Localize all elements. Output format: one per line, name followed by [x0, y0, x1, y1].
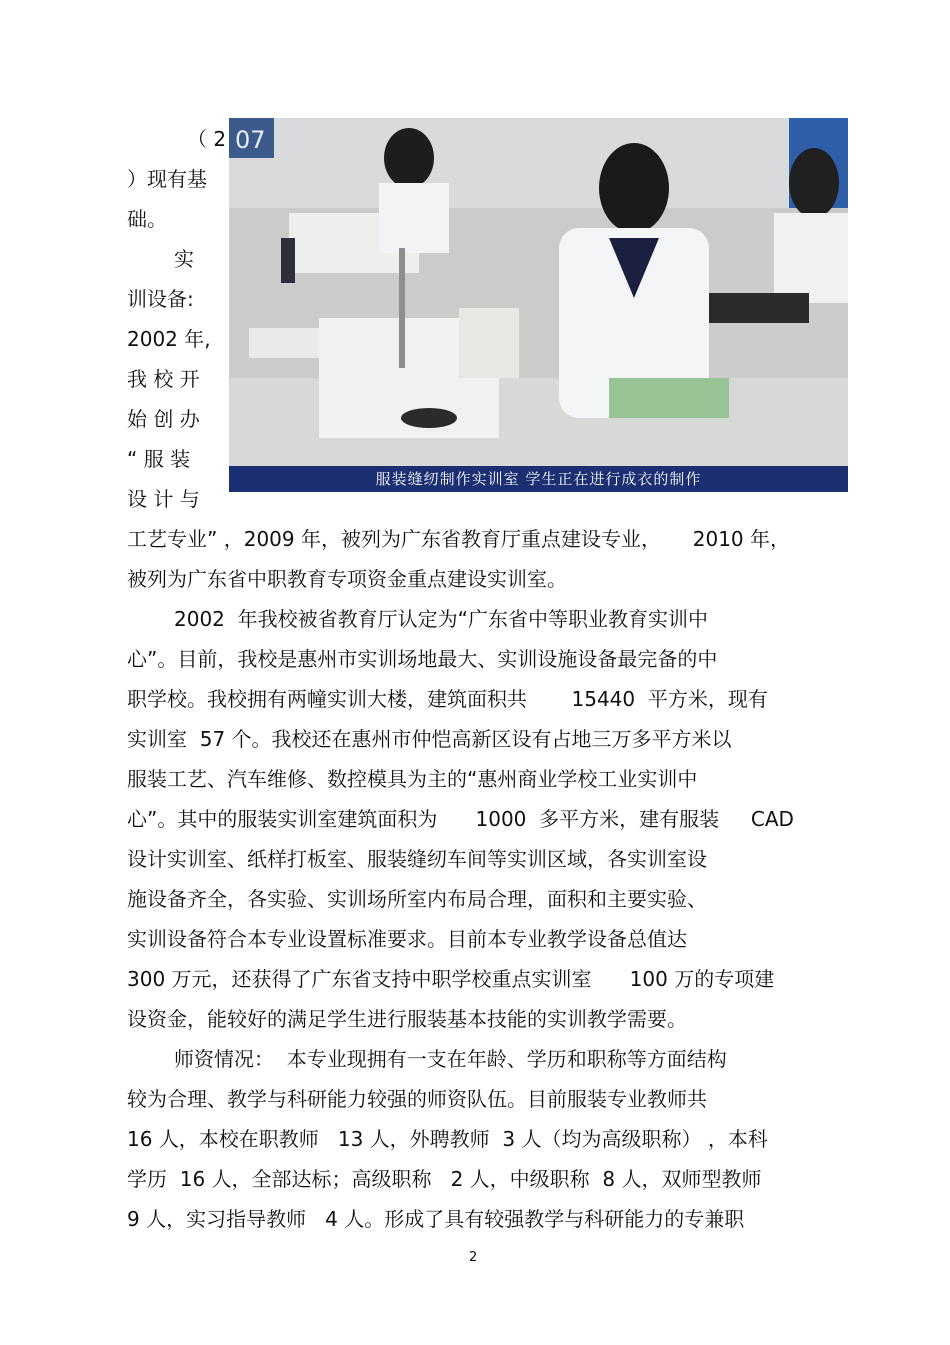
wrap-line: 设 计 与: [127, 487, 200, 511]
wrap-line: （ 2: [187, 127, 227, 151]
wrap-line: 2002 年,: [127, 327, 211, 351]
body-line: 被列为广东省中职教育专项资金重点建设实训室。: [127, 567, 567, 591]
body-line: 师资情况： 本专业现拥有一支在年龄、学历和职称等方面结构: [174, 1047, 727, 1071]
wrap-line: 始 创 办: [127, 407, 200, 431]
body-line: 设资金，能较好的满足学生进行服装基本技能的实训教学需要。: [127, 1007, 687, 1031]
wall-sign-number: 07: [235, 126, 266, 154]
wrap-line: ）现有基: [127, 167, 207, 191]
photo-caption: 服装缝纫制作实训室 学生正在进行成衣的制作: [229, 466, 848, 492]
body-line: 工艺专业” ，2009 年，被列为广东省教育厅重点建设专业， 2010 年，: [127, 527, 791, 551]
wrap-line: “ 服 装: [127, 447, 191, 471]
body-line: 职学校。我校拥有两幢实训大楼，建筑面积共 15440 平方米，现有: [127, 687, 768, 711]
body-line: 施设备齐全，各实验、实训场所室内布局合理，面积和主要实验、: [127, 887, 707, 911]
body-line: 较为合理、教学与科研能力较强的师资队伍。目前服装专业教师共: [127, 1087, 707, 1111]
body-line: 16 人，本校在职教师 13 人，外聘教师 3 人（均为高级职称） ，本科: [127, 1127, 768, 1151]
body-line: 服装工艺、汽车维修、数控模具为主的“惠州商业学校工业实训中: [127, 767, 698, 791]
wrap-line: 训设备:: [127, 287, 194, 311]
body-line: 实训室 57 个。我校还在惠州市仲恺高新区设有占地三万多平方米以: [127, 727, 732, 751]
body-line: 设计实训室、纸样打板室、服装缝纫车间等实训区域，各实训室设: [127, 847, 707, 871]
body-line: 心”。目前，我校是惠州市实训场地最大、实训设施设备最完备的中: [127, 647, 718, 671]
body-line: 实训设备符合本专业设置标准要求。目前本专业教学设备总值达: [127, 927, 687, 951]
wrap-line: 础。: [127, 207, 167, 231]
body-line: 9 人，实习指导教师 4 人。形成了具有较强教学与科研能力的专兼职: [127, 1207, 745, 1231]
page-number: 2: [469, 1250, 478, 1265]
body-line: 心”。其中的服装实训室建筑面积为 1000 多平方米，建有服装 CAD: [127, 807, 794, 831]
wrap-line: 我 校 开: [127, 367, 200, 391]
body-line: 300 万元，还获得了广东省支持中职学校重点实训室 100 万的专项建: [127, 967, 775, 991]
body-line: 2002 年我校被省教育厅认定为“广东省中等职业教育实训中: [174, 607, 708, 631]
training-room-photo: [229, 118, 848, 492]
wrap-line: 实: [174, 247, 194, 271]
body-line: 学历 16 人，全部达标；高级职称 2 人，中级职称 8 人，双师型教师: [127, 1167, 762, 1191]
